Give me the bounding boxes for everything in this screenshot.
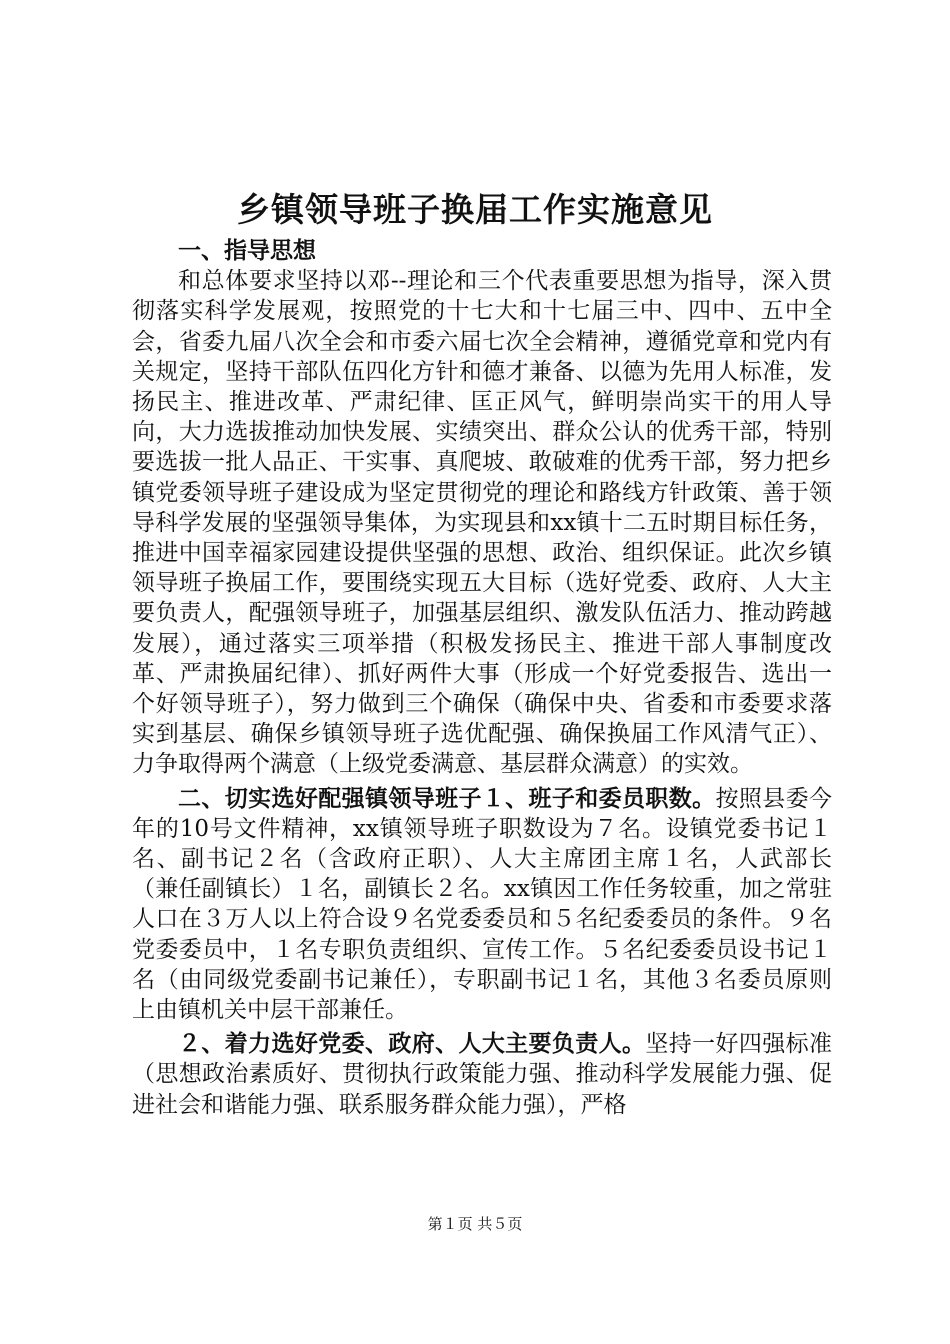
document-body <box>132 236 832 1120</box>
document-title: 乡镇领导班子换届工作实施意见 <box>237 190 713 229</box>
page-footer: 第１页 共５页 <box>427 1215 523 1233</box>
section-2-text: 按照县委今年的10号文件精神，xx镇领导班子职数设为７名。设镇党委书记１名、副书记２名（含政府正职）、人大主席团主席１名，人武部长（兼任副镇长）１名，副镇长２名。xx镇因工作任务较重，加之常驻人口在３万人以上符合设９名党委委员和５名纪委委员的条件。９名党委委员中，１名专职负责组织、宣传工作。５名纪委委员设书记１名（由同级党委副书记兼任），专职副书记１名，其他３名委员原则上由镇机关中层干部兼任。 <box>132 785 833 1024</box>
section-3-paragraph <box>132 1029 832 1120</box>
section-2-paragraph <box>132 784 832 1026</box>
section-1-heading: 一、指导思想 <box>178 237 316 264</box>
section-3-text: 坚持一好四强标准（思想政治素质好、贯彻执行政策能力强、推动科学发展能力强、促进社会和谐能力强、联系服务群众能力强），严格 <box>132 1031 833 1118</box>
section-3-heading: ２、着力选好党委、政府、人大主要负责人。 <box>178 1030 646 1058</box>
section-2-heading: 二、切实选好配强镇领导班子１、班子和委员职数。 <box>178 784 716 812</box>
section-1-paragraph: 和总体要求坚持以邓--理论和三个代表重要思想为指导，深入贯彻落实科学发展观，按照党的十七大和十七届三中、四中、五中全会，省委九届八次全会和市委六届七次全会精神，遵循党章和党内有关规定，坚持干部队伍四化方针和德才兼备、以德为先用人标准，发扬民主、推进改革、严肃纪律、匡正风气，鲜明崇尚实干的用人导向，大力选拔推动加快发展、实绩突出、群众公认的优秀干部，特别要选拔一批人品正、干实事、真爬坡、敢破难的优秀干部，努力把乡镇党委领导班子建设成为坚定贯彻党的理论和路线方针政策、善于领导科学发展的坚强领导集体，为实现县和xx镇十二五时期目标任务，推进中国幸福家园建设提供坚强的思想、政治、组织保证。此次乡镇领导班子换届工作，要围绕实现五大目标（选好党委、政府、人大主要负责人，配强领导班子，加强基层组织、激发队伍活力、推动跨越发展），通过落实三项举措（积极发扬民主、推进干部人事制度改革、严肃换届纪律）、抓好两件大事（形成一个好党委报告、选出一个好领导班子），努力做到三个确保（确保中央、省委和市委要求落实到基层、确保乡镇领导班子选优配强、确保换届工作风清气正）、力争取得两个满意（上级党委满意、基层群众满意）的实效。 <box>132 268 832 778</box>
